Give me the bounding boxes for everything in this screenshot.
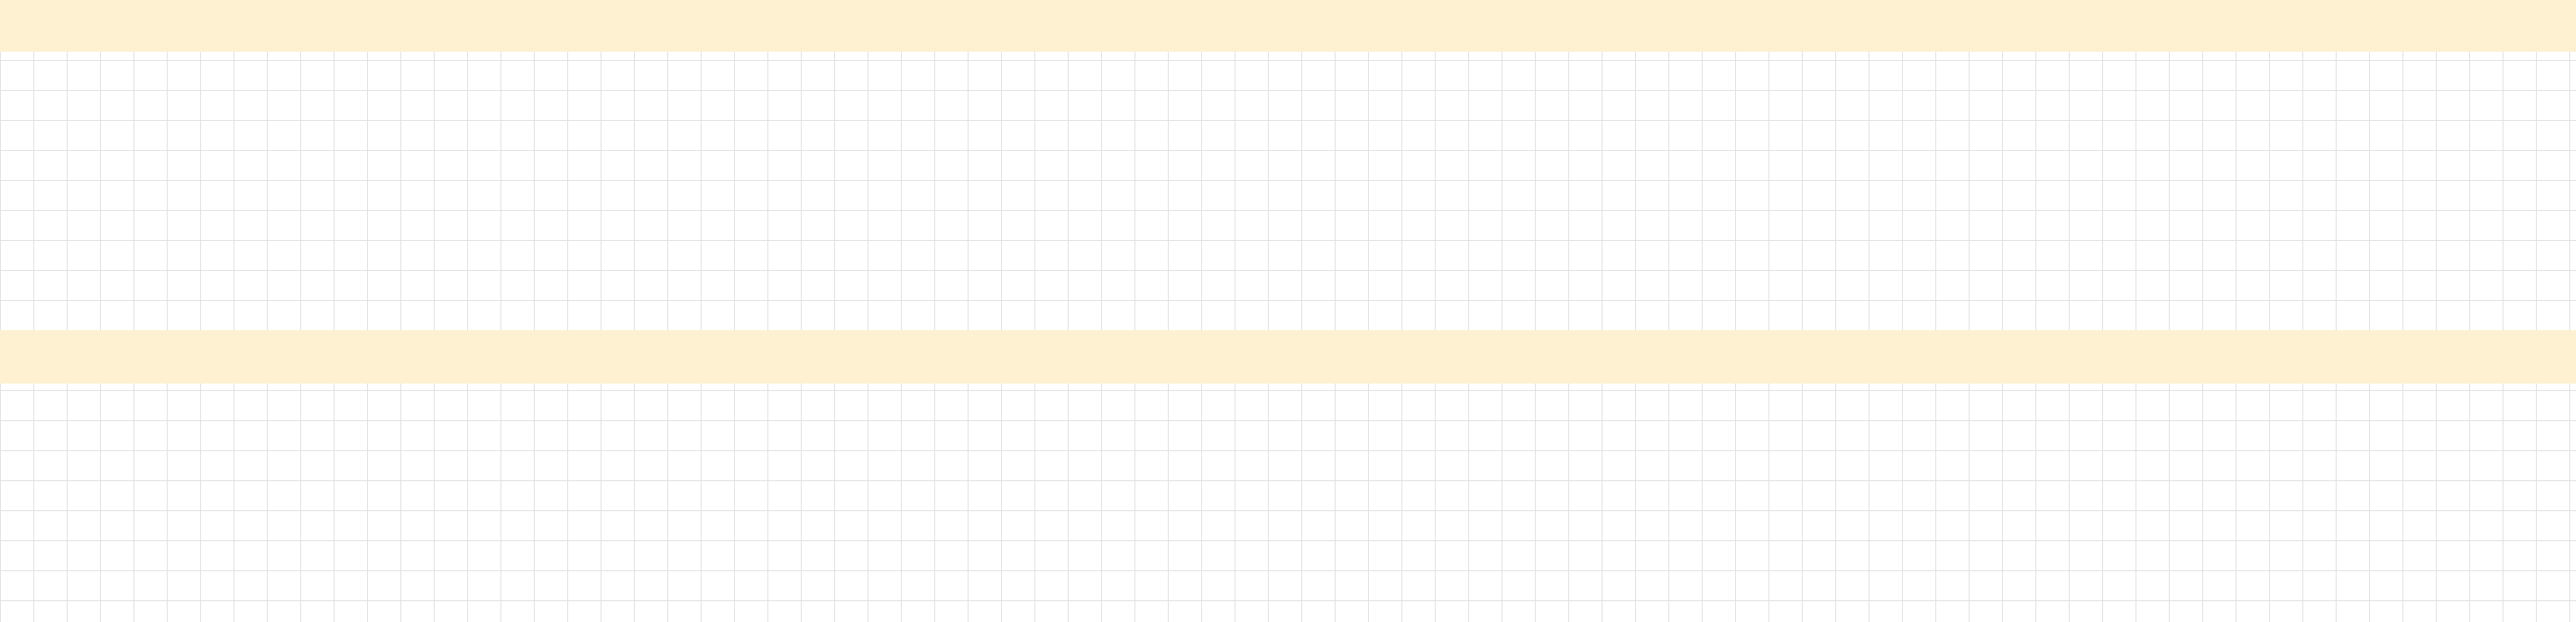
calendar-title	[0, 0, 2576, 52]
schedule-title	[0, 330, 2576, 384]
